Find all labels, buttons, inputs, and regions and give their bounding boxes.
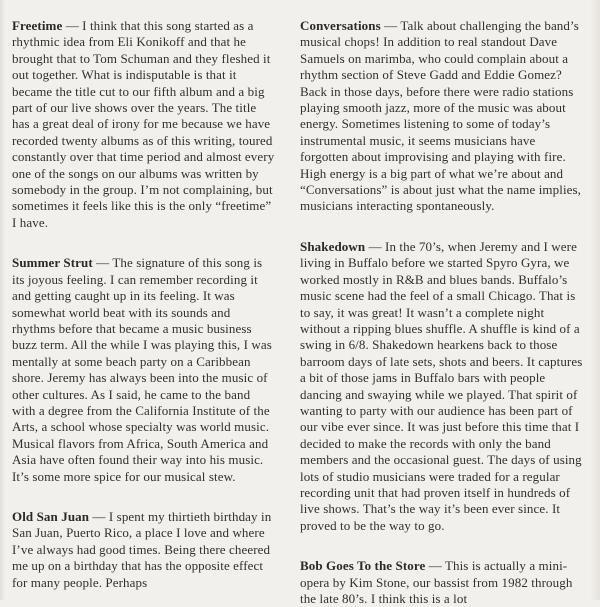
section-body-freetime: — I think that this song started as a rhythmic idea from Eli Konikoff and that he brought that to Tom Schuman and they fleshed it out together. What is indisputable is that it became the title cut to our fifth album and a big part of our live shows over the years. The title has a great deal of irony for me because we have recorded twenty albums as of this writing, toured constantly over that time period and almost every one of the songs on our albums was written by somebody in the group. I’m not complaining, but sometimes it feels like this is the only “freetime” I have.	[12, 18, 275, 230]
section-body-summer-strut: — The signature of this song is its joyous feeling. I can remember recording it and getting caught up in its feeling. It was somewhat world beat with its sounds and rhythms before that became a music business buzz term. All the while I was playing this, I was mentally at some beach party on a Caribbean shore. Jeremy has always been into the music of other cultures. As I said, he came to the band with a degree from the California Institute of the Arts, a school whose specialty was world music. Musical flavors from Africa, South America and Asia have often found their way into his music. It’s some more spice for our musical stew.	[12, 255, 272, 484]
left-column	[12, 18, 276, 600]
right-column	[300, 18, 586, 606]
page-right-edge-shading	[590, 0, 600, 600]
song-heading-summer-strut: Summer Strut	[12, 255, 93, 271]
section-body-old-san-juan: — I spent my thirtieth birthday in San Juan, Puerto Rico, a place I love and where I’ve always had good times. Being there cheered me up on a birthday that has the opposite effect for many people. Perhaps	[12, 508, 272, 590]
section-freetime	[12, 18, 276, 231]
section-body-bob-goes-to-the-store: — This is actually a mini-opera by Kim Stone, our bassist from 1982 through the late 80’s. I think this is a lot	[300, 558, 573, 606]
section-body-conversations: — Talk about challenging the band’s musical chops! In addition to real standout Dave Samuels on marimba, who could complain about a rhythm section of Steve Gadd and Eddie Gomez? Back in those days, before there were radio stations playing smooth jazz, more of the music was about energy. Sometimes listening to some of today’s instrumental music, it seems musicians have forgotten about improvising and playing with fire. High energy is a big part of what we’re about and “Conversations” is about just what the name implies, musicians interacting spontaneously.	[300, 18, 582, 214]
song-heading-conversations: Conversations	[300, 18, 381, 33]
song-heading-bob-goes-to-the-store: Bob Goes To the Store	[300, 558, 426, 574]
section-shakedown	[300, 239, 586, 534]
song-heading-old-san-juan: Old San Juan	[12, 508, 90, 524]
section-body-shakedown: — In the 70’s, when Jeremy and I were living in Buffalo before we started Spyro Gyra, we worked mostly in R&B and blues bands. Buffalo’s music scene had the feel of a small Chicago. That is to say, it was great! It wasn’t a complete night without a ripping blues shuffle. A shuffle is kind of a swing in 6/8. Shakedown hearkens back to those barroom days of late sets, shots and beers. It captures a bit of those jams in Buffalo bars with people dancing and swaying while we played. That spirit of wanting to party with our audience has been part of our vibe ever since. It was just before this time that I decided to make the records with only the band members and the occasional guest. The days of using lots of studio musicians were traded for a regular recording unit that had proven itself in hundreds of live shows. That’s the way it’s been ever since. It proved to be the way to go.	[300, 238, 583, 533]
section-conversations	[300, 18, 586, 215]
page-left-edge-shading	[0, 0, 5, 600]
song-heading-shakedown: Shakedown	[300, 238, 366, 254]
song-heading-freetime: Freetime	[12, 18, 63, 33]
section-old-san-juan	[12, 509, 276, 591]
section-summer-strut	[12, 255, 276, 485]
